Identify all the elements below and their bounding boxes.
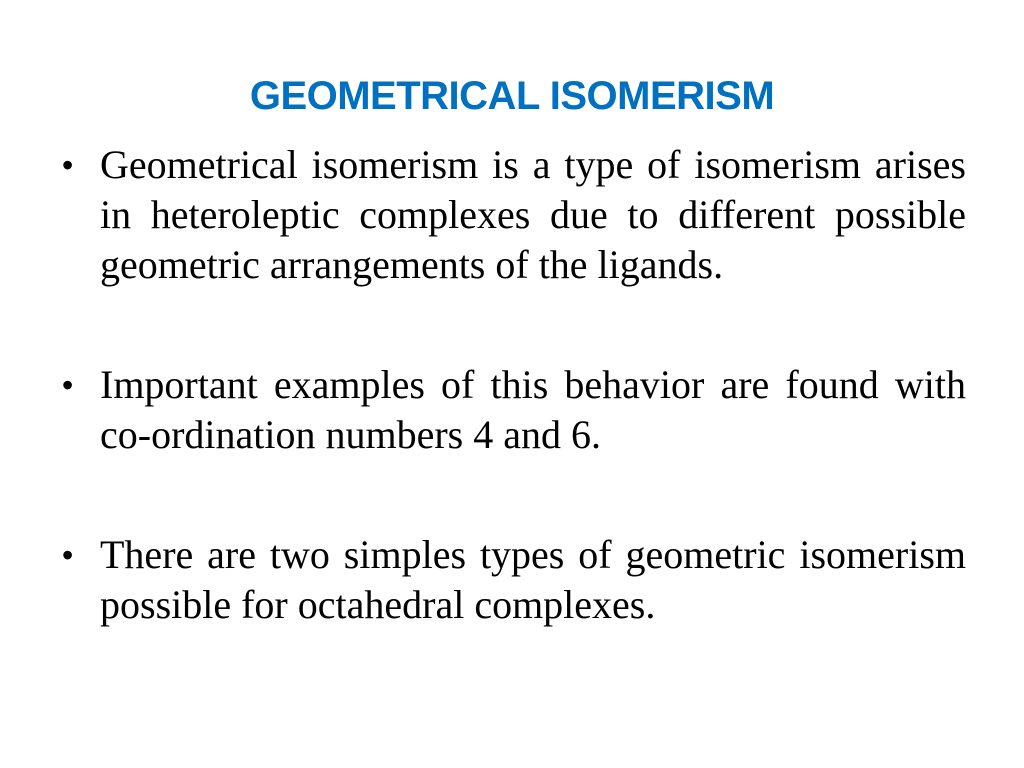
bullet-item [56, 140, 966, 290]
slide-title: GEOMETRICAL ISOMERISM [249, 74, 775, 118]
bullet-item [56, 530, 966, 630]
bullet-list [56, 140, 966, 630]
bullet-text: There are two simples types of geometric isomerism possible for octahedral complexes. [100, 532, 966, 627]
bullet-icon: • [62, 367, 74, 403]
bullet-icon: • [62, 537, 74, 573]
bullet-text: Important examples of this behavior are found with co-ordination numbers 4 and 6. [100, 362, 966, 457]
bullet-icon: • [62, 147, 74, 183]
bullet-item [56, 360, 966, 460]
bullet-text: Geometrical isomerism is a type of isomerism arises in heteroleptic complexes due to different possible geometric arrangements of the ligands. [100, 142, 966, 287]
